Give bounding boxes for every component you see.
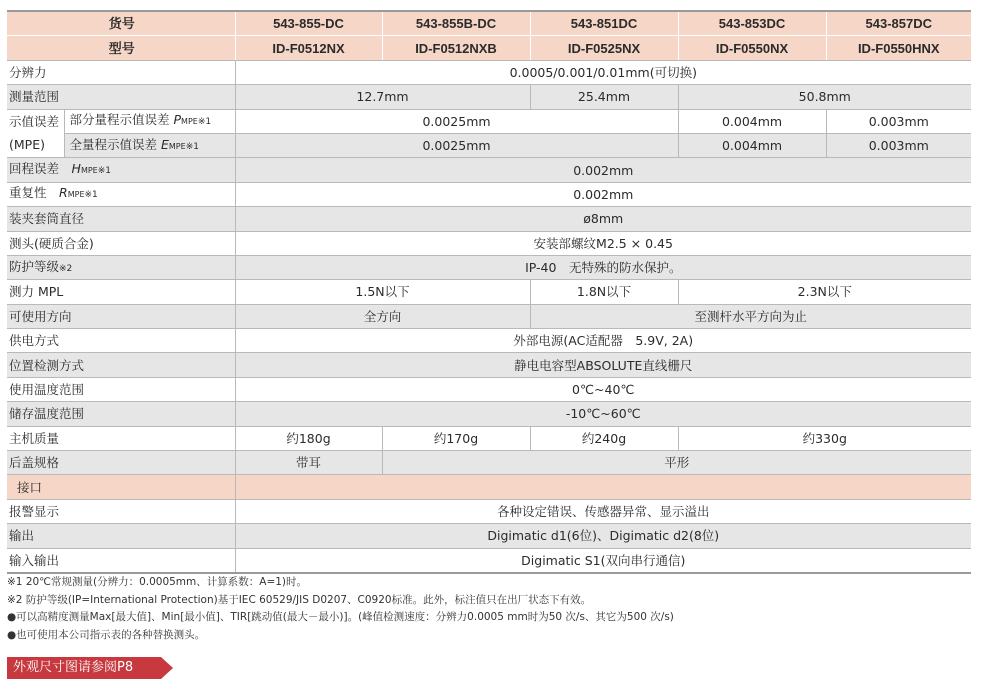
- row-range: [7, 85, 971, 109]
- back-label: 后盖规格: [7, 451, 235, 475]
- force-value-3: 2.3N以下: [678, 280, 971, 304]
- alarm-value: 各种设定错误、传感器异常、显示溢出: [235, 499, 971, 523]
- range-value-2: 25.4mm: [530, 85, 678, 109]
- row-storage-temp: [7, 402, 971, 426]
- detection-value: 静电电容型ABSOLUTE直线栅尺: [235, 353, 971, 377]
- mpe-partial-value-1: 0.0025mm: [235, 109, 678, 133]
- orientation-value-1: 全方向: [235, 304, 530, 328]
- contact-label: 测头(硬质合金): [7, 231, 235, 255]
- io-label: 输入输出: [7, 548, 235, 573]
- storage-temp-value: -10℃~60℃: [235, 402, 971, 426]
- model-name-5: ID-F0550HNX: [826, 36, 971, 60]
- row-orientation: [7, 304, 971, 328]
- output-label: 输出: [7, 524, 235, 548]
- model-name-1: ID-F0512NX: [235, 36, 382, 60]
- footnote-4: ●也可使用本公司指示表的各种替换测头。: [7, 628, 206, 641]
- model-code-3: 543-851DC: [530, 11, 678, 36]
- header-model-label: 型号: [7, 36, 235, 60]
- model-code-4: 543-853DC: [678, 11, 826, 36]
- reference-text: 外观尺寸图请参阅P8: [13, 660, 134, 675]
- back-value-1: 带耳: [235, 451, 382, 475]
- model-name-3: ID-F0525NX: [530, 36, 678, 60]
- storage-temp-label: 储存温度范围: [7, 402, 235, 426]
- row-op-temp: [7, 377, 971, 401]
- header-row-code: [7, 11, 971, 36]
- orientation-label: 可使用方向: [7, 304, 235, 328]
- footnote-1: ※1 20℃常规测量(分辨力：0.0005mm、计算系数：A=1)时。: [7, 576, 308, 588]
- mpe-partial-value-2: 0.004mm: [678, 109, 826, 133]
- interface-label: 接口: [7, 475, 235, 499]
- back-value-2: 平形: [382, 451, 971, 475]
- model-code-1: 543-855-DC: [235, 11, 382, 36]
- hysteresis-value: 0.002mm: [235, 158, 971, 182]
- row-repeatability: [7, 182, 971, 206]
- range-value-3: 50.8mm: [678, 85, 971, 109]
- mpe-partial-value-3: 0.003mm: [826, 109, 971, 133]
- hysteresis-label: 回程误差 HMPE※1: [7, 158, 235, 182]
- row-detection: [7, 353, 971, 377]
- force-label: 测力 MPL: [7, 280, 235, 304]
- power-label: 供电方式: [7, 329, 235, 353]
- mass-value-3: 约240g: [530, 426, 678, 450]
- protection-value: IP-40 无特殊的防水保护。: [235, 255, 971, 279]
- row-interface: [7, 475, 971, 499]
- row-mpe-full: [7, 133, 971, 157]
- contact-value: 安装部螺纹M2.5 × 0.45: [235, 231, 971, 255]
- footnote-2: ※2 防护等级(IP=International Protection)基于IEC 60529/JIS D0207、C0920标准。此外，标注值只在出厂状态下有效。: [7, 593, 592, 606]
- detection-label: 位置检测方式: [7, 353, 235, 377]
- range-label: 测量范围: [7, 85, 235, 109]
- row-hysteresis: [7, 158, 971, 182]
- resolution-label: 分辨力: [7, 60, 235, 84]
- mass-value-1: 约180g: [235, 426, 382, 450]
- footnotes: [7, 574, 971, 644]
- mass-value-2: 约170g: [382, 426, 530, 450]
- mass-label: 主机质量: [7, 426, 235, 450]
- row-power: [7, 329, 971, 353]
- footnote-3: ●可以高精度测量Max[最大值]、Min[最小值]、TIR[跳动值(最大－最小)]。(峰值检测速度：分辨力0.0005 mm时为50 次/s、其它为500 次/s): [7, 611, 674, 623]
- row-back: [7, 451, 971, 475]
- mpe-full-value-3: 0.003mm: [826, 133, 971, 157]
- stem-label: 装夹套筒直径: [7, 207, 235, 231]
- row-contact: [7, 231, 971, 255]
- power-value: 外部电源(AC适配器 5.9V, 2A): [235, 329, 971, 353]
- io-value: Digimatic S1(双向串行通信): [235, 548, 971, 573]
- spec-table: [7, 10, 971, 574]
- range-value-1: 12.7mm: [235, 85, 530, 109]
- model-code-2: 543-855B-DC: [382, 11, 530, 36]
- row-protection: [7, 255, 971, 279]
- model-name-4: ID-F0550NX: [678, 36, 826, 60]
- mpe-partial-label: 部分量程示值误差 PMPE※1: [64, 109, 235, 133]
- row-output: [7, 524, 971, 548]
- mpe-label-a: 示值误差: [9, 114, 60, 130]
- row-mpe-partial: [7, 109, 971, 133]
- force-value-2: 1.8N以下: [530, 280, 678, 304]
- mpe-full-value-1: 0.0025mm: [235, 133, 678, 157]
- mpe-full-label: 全量程示值误差 EMPE※1: [64, 133, 235, 157]
- row-resolution: [7, 60, 971, 84]
- stem-value: ø8mm: [235, 207, 971, 231]
- output-value: Digimatic d1(6位)、Digimatic d2(8位): [235, 524, 971, 548]
- op-temp-label: 使用温度范围: [7, 377, 235, 401]
- op-temp-value: 0℃~40℃: [235, 377, 971, 401]
- orientation-value-2: 至测杆水平方向为止: [530, 304, 971, 328]
- resolution-value: 0.0005/0.001/0.01mm(可切换): [235, 60, 971, 84]
- row-stem: [7, 207, 971, 231]
- model-code-5: 543-857DC: [826, 11, 971, 36]
- header-code-label: 货号: [7, 11, 235, 36]
- mpe-group-label: [7, 109, 64, 158]
- repeatability-value: 0.002mm: [235, 182, 971, 206]
- row-mass: [7, 426, 971, 450]
- interface-spacer: [235, 475, 971, 499]
- mpe-label-b: (MPE): [9, 137, 45, 153]
- row-force: [7, 280, 971, 304]
- reference-tag: [7, 657, 173, 679]
- mpe-full-value-2: 0.004mm: [678, 133, 826, 157]
- protection-label: 防护等级※2: [7, 255, 235, 279]
- row-alarm: [7, 499, 971, 523]
- alarm-label: 报警显示: [7, 499, 235, 523]
- header-row-model: [7, 36, 971, 60]
- force-value-1: 1.5N以下: [235, 280, 530, 304]
- repeatability-label: 重复性 RMPE※1: [7, 182, 235, 206]
- model-name-2: ID-F0512NXB: [382, 36, 530, 60]
- mass-value-4: 约330g: [678, 426, 971, 450]
- row-io: [7, 548, 971, 573]
